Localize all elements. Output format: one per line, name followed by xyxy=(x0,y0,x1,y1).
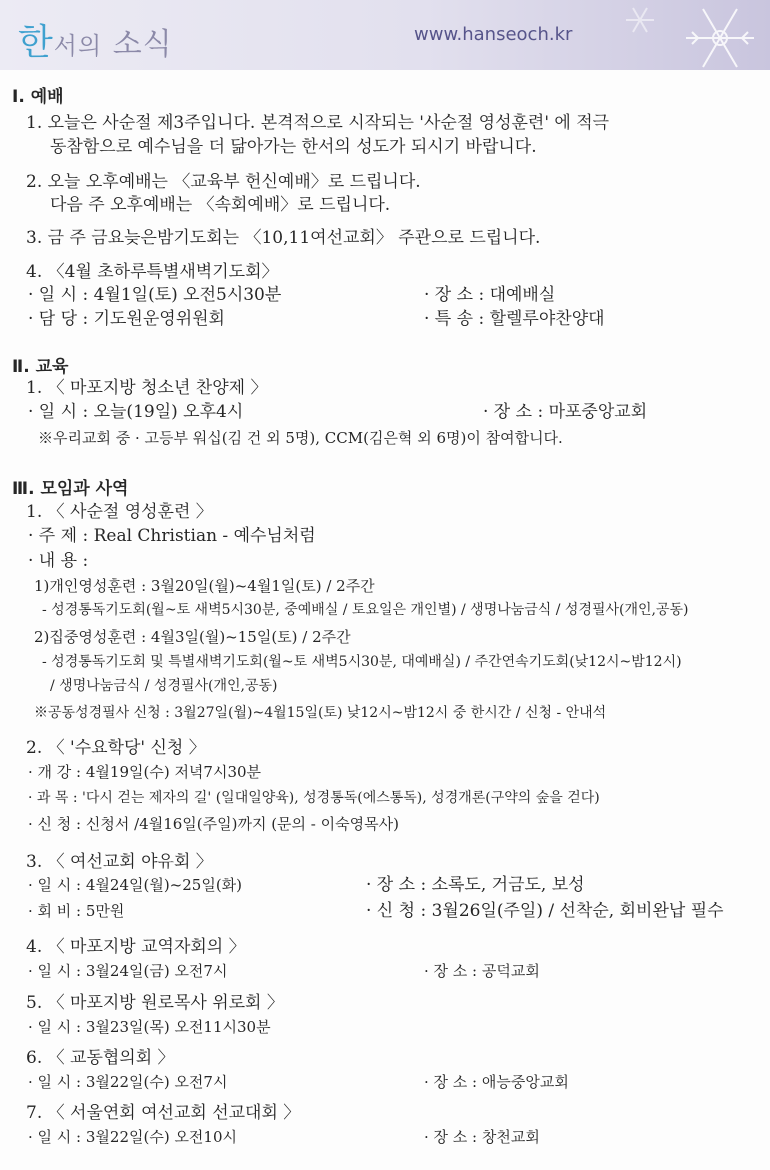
ministry-item-6-date: · 일 시 : 3월22일(수) 오전7시 xyxy=(28,1073,228,1091)
education-item-1-place: · 장 소 : 마포중앙교회 xyxy=(483,402,648,422)
worship-item-2-line2: 다음 주 오후예배는 〈속회예배〉로 드립니다. xyxy=(50,195,391,215)
ministry-item-6-place: · 장 소 : 애능중앙교회 xyxy=(424,1073,569,1091)
brand-last: 소식 xyxy=(112,27,173,62)
ministry-item-3-fee: · 회 비 : 5만원 xyxy=(28,902,125,920)
ministry-item-1-note: ※공동성경필사 신청 : 3월27일(월)~4월15일(토) 낮12시~밤12시 중 한시간 / 신청 - 안내석 xyxy=(34,705,607,721)
ministry-item-2-apply: · 신 청 : 신청서 /4월16일(주일)까지 (문의 - 이숙영목사) xyxy=(28,815,399,833)
ministry-item-6: 6. 〈 교동협의회 〉 xyxy=(26,1048,175,1068)
ministry-item-3: 3. 〈 여선교회 야유회 〉 xyxy=(26,852,213,872)
education-item-1-note: ※우리교회 중 · 고등부 워십(김 건 외 5명), CCM(김은혁 외 6명)이 참여합니다. xyxy=(38,429,563,447)
ministry-item-1-content: · 내 용 : xyxy=(28,551,89,571)
brand-title xyxy=(18,14,173,65)
section-title-education: Ⅱ. 교육 xyxy=(12,357,69,377)
ministry-item-1-theme: · 주 제 : Real Christian - 예수님처럼 xyxy=(28,526,316,546)
ministry-item-2-open: · 개 강 : 4월19일(수) 저녁7시30분 xyxy=(28,763,262,781)
ministry-item-7: 7. 〈 서울연회 여선교회 선교대회 〉 xyxy=(26,1103,301,1123)
worship-item-4-special: · 특 송 : 할렐루야찬양대 xyxy=(424,309,605,329)
ministry-item-3-date: · 일 시 : 4월24일(월)~25일(화) xyxy=(28,876,243,894)
page-header xyxy=(0,0,770,70)
section-title-ministry: Ⅲ. 모임과 사역 xyxy=(12,479,129,499)
ministry-item-4: 4. 〈 마포지방 교역자회의 〉 xyxy=(26,937,246,957)
ministry-item-1-program-2-detail-2: / 생명나눔금식 / 성경필사(개인,공동) xyxy=(50,678,278,694)
worship-item-3: 3. 금 주 금요늦은밤기도회는 〈10,11여선교회〉 주관으로 드립니다. xyxy=(26,228,541,248)
worship-item-4-place: · 장 소 : 대예배실 xyxy=(424,285,556,305)
worship-item-4-lead: · 담 당 : 기도원운영위원회 xyxy=(28,309,225,329)
education-item-1-date: · 일 시 : 오늘(19일) 오후4시 xyxy=(28,402,244,422)
ministry-item-7-date: · 일 시 : 3월22일(수) 오전10시 xyxy=(28,1128,238,1146)
ministry-item-5-date: · 일 시 : 3월23일(목) 오전11시30분 xyxy=(28,1018,271,1036)
worship-item-1-line1: 1. 오늘은 사순절 제3주입니다. 본격적으로 시작되는 '사순절 영성훈련' 에 적극 xyxy=(26,113,610,133)
ministry-item-3-apply: · 신 청 : 3월26일(주일) / 선착순, 회비완납 필수 xyxy=(366,901,724,921)
ministry-item-2-course: · 과 목 : '다시 걷는 제자의 길' (일대일양육), 성경통독(에스통독), 성경개론(구약의 숲을 걷다) xyxy=(28,790,600,806)
ministry-item-1-program-2-detail-1: - 성경통독기도회 및 특별새벽기도회(월~토 새벽5시30분, 대예배실) / 주간연속기도회(낮12시~밤12시) xyxy=(42,654,682,670)
ministry-item-5: 5. 〈 마포지방 원로목사 위로회 〉 xyxy=(26,993,284,1013)
ministry-item-4-place: · 장 소 : 공덕교회 xyxy=(424,962,540,980)
ministry-item-3-place: · 장 소 : 소록도, 거금도, 보성 xyxy=(366,875,585,895)
worship-item-1-line2: 동참함으로 예수님을 더 닮아가는 한서의 성도가 되시기 바랍니다. xyxy=(50,137,537,157)
education-item-1: 1. 〈 마포지방 청소년 찬양제 〉 xyxy=(26,378,268,398)
section-title-worship: Ⅰ. 예배 xyxy=(12,87,64,107)
ministry-item-1-program-1: 1)개인영성훈련 : 3월20일(월)~4월1일(토) / 2주간 xyxy=(34,577,375,595)
ministry-item-4-date: · 일 시 : 3월24일(금) 오전7시 xyxy=(28,962,228,980)
ministry-item-2: 2. 〈 '수요학당' 신청 〉 xyxy=(26,738,206,758)
worship-item-4: 4. 〈4월 초하루특별새벽기도회〉 xyxy=(26,262,279,282)
site-url[interactable]: www.hanseoch.kr xyxy=(414,24,573,45)
ministry-item-1-program-1-detail: - 성경통독기도회(월~토 새벽5시30분, 중예배실 / 토요일은 개인별) / 생명나눔금식 / 성경필사(개인,공동) xyxy=(42,602,689,618)
brand-first-char: 한 xyxy=(18,22,54,63)
brand-mid: 서의 xyxy=(53,32,103,60)
ministry-item-1: 1. 〈 사순절 영성훈련 〉 xyxy=(26,502,213,522)
worship-item-4-date: · 일 시 : 4월1일(토) 오전5시30분 xyxy=(28,285,282,305)
ministry-item-1-program-2: 2)집중영성훈련 : 4월3일(월)~15일(토) / 2주간 xyxy=(34,628,351,646)
worship-item-2-line1: 2. 오늘 오후예배는 〈교육부 헌신예배〉로 드립니다. xyxy=(26,172,421,192)
ministry-item-7-place: · 장 소 : 창천교회 xyxy=(424,1128,540,1146)
snowflake-icon xyxy=(600,0,770,70)
